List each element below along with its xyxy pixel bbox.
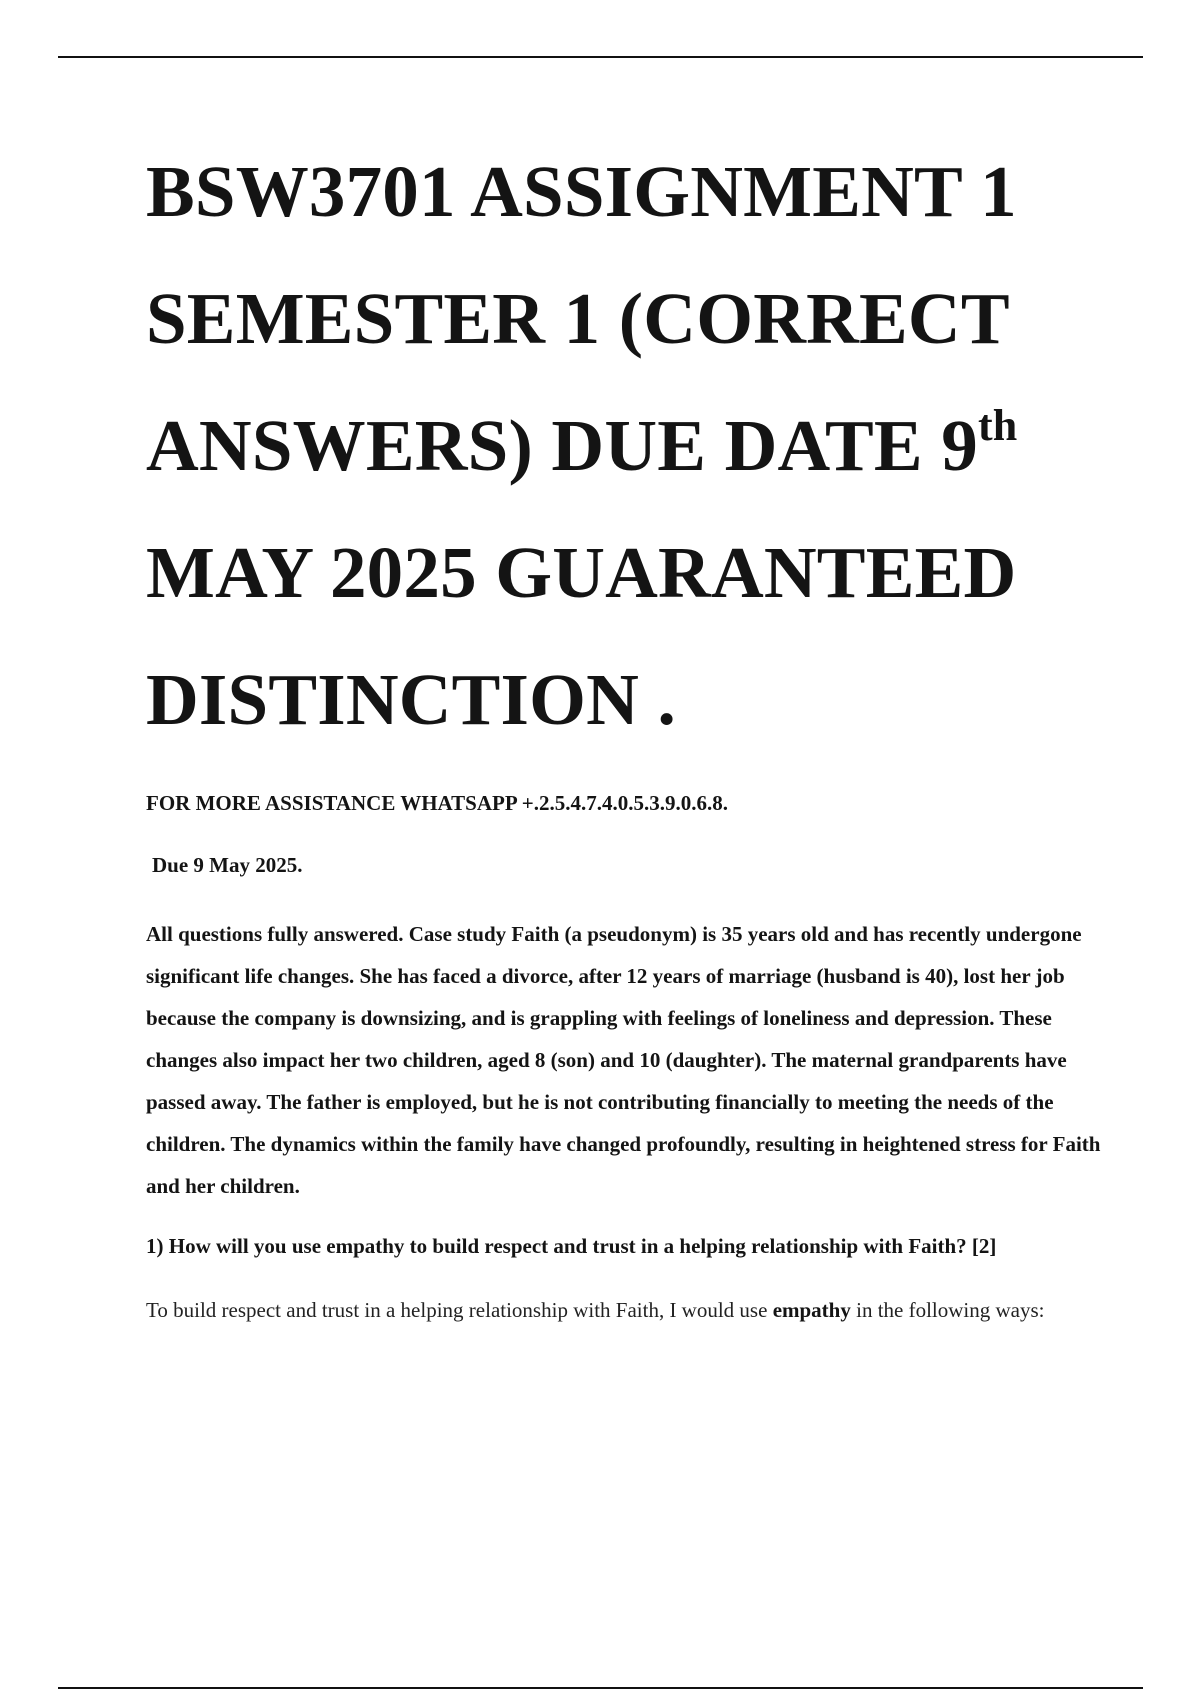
- bottom-rule: [58, 1687, 1143, 1689]
- answer-1: [146, 1289, 1106, 1331]
- answer-1-after: in the following ways:: [850, 1298, 1045, 1322]
- question-1: 1) How will you use empathy to build respect and trust in a helping relationship with Faith? [2]: [146, 1234, 997, 1258]
- assistance-line: FOR MORE ASSISTANCE WHATSAPP +.2.5.4.7.4.0.5.3.9.0.6.8.: [146, 791, 728, 815]
- answer-1-before: To build respect and trust in a helping relationship with Faith, I would use: [146, 1298, 773, 1322]
- due-date-line: Due 9 May 2025.: [152, 853, 303, 877]
- document-body: [146, 128, 1106, 1331]
- top-rule: [58, 56, 1143, 58]
- answer-1-emphasis: empathy: [772, 1298, 851, 1322]
- title-main: BSW3701 ASSIGNMENT 1 SEMESTER 1 (CORRECT ANSWERS) DUE DATE 9: [146, 151, 1017, 486]
- document-title: [146, 128, 1106, 763]
- title-superscript: th: [977, 401, 1018, 450]
- title-rest: MAY 2025 GUARANTEED DISTINCTION .: [146, 532, 1017, 740]
- case-study-paragraph: All questions fully answered. Case study Faith (a pseudonym) is 35 years old and has recently undergone significant life changes. She has faced a divorce, after 12 years of marriage (husband is 40), lost her job because the company is downsizing, and is grappling with feelings of loneliness and depression. These changes also impact her two children, aged 8 (son) and 10 (daughter). The maternal grandparents have passed away. The father is employed, but he is not contributing financially to meeting the needs of the children. The dynamics within the family have changed profoundly, resulting in heightened stress for Faith and her children.: [146, 922, 1101, 1198]
